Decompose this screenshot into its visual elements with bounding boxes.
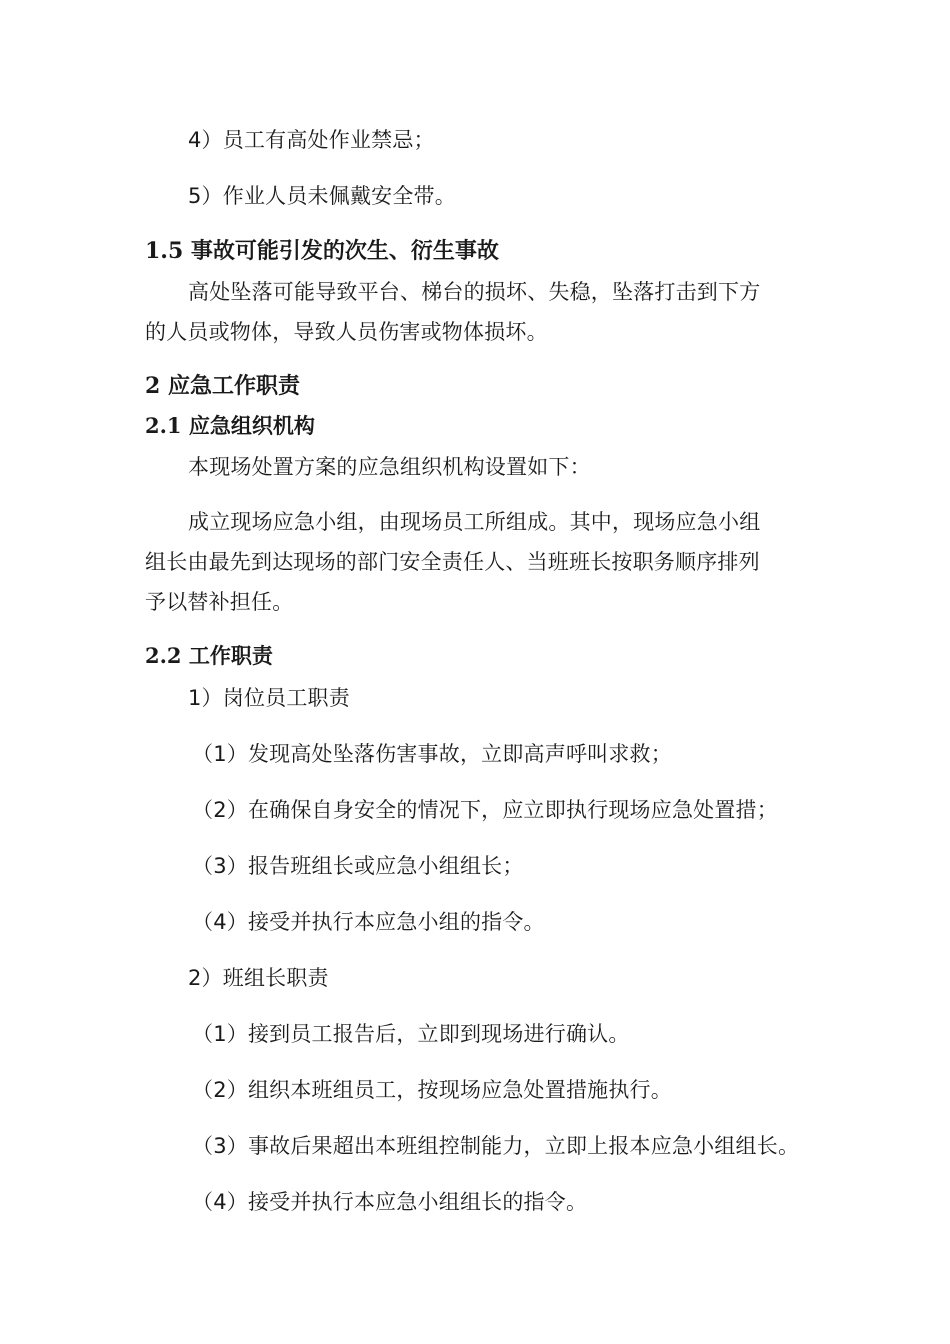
heading-1-5: 1.5 事故可能引发的次生、衍生事故 [145, 238, 499, 264]
list-item: （1）接到员工报告后，立即到现场进行确认。 [192, 1022, 630, 1046]
paragraph-1-5-line1: 高处坠落可能导致平台、梯台的损坏、失稳，坠落打击到下方 [188, 280, 761, 304]
list-item: （1）发现高处坠落伤害事故，立即高声呼叫求救； [192, 742, 672, 766]
list-item: （4）接受并执行本应急小组组长的指令。 [192, 1190, 588, 1214]
paragraph-2-1-line3: 予以替补担任。 [145, 590, 294, 614]
list-item: （2）在确保自身安全的情况下，应立即执行现场应急处置措； [192, 798, 778, 822]
paragraph-2-1-intro: 本现场处置方案的应急组织机构设置如下： [188, 455, 591, 479]
paragraph-1-5-line2: 的人员或物体，导致人员伤害或物体损坏。 [145, 320, 548, 344]
heading-2-2: 2.2 工作职责 [145, 643, 273, 668]
paragraph-2-1-line2: 组长由最先到达现场的部门安全责任人、当班班长按职务顺序排列 [145, 550, 760, 574]
list-item-4: 4）员工有高处作业禁忌； [188, 128, 435, 152]
group-title-team-leader: 2）班组长职责 [188, 966, 329, 990]
paragraph-2-1-line1: 成立现场应急小组，由现场员工所组成。其中，现场应急小组 [188, 510, 761, 534]
list-item: （4）接受并执行本应急小组的指令。 [192, 910, 545, 934]
heading-2: 2 应急工作职责 [145, 373, 300, 399]
list-item: （3）事故后果超出本班组控制能力，立即上报本应急小组组长。 [192, 1134, 800, 1158]
heading-2-1: 2.1 应急组织机构 [145, 413, 315, 438]
list-item: （3）报告班组长或应急小组组长； [192, 854, 524, 878]
list-item-5: 5）作业人员未佩戴安全带。 [188, 184, 456, 208]
list-item: （2）组织本班组员工，按现场应急处置措施执行。 [192, 1078, 672, 1102]
group-title-staff: 1）岗位员工职责 [188, 686, 350, 710]
